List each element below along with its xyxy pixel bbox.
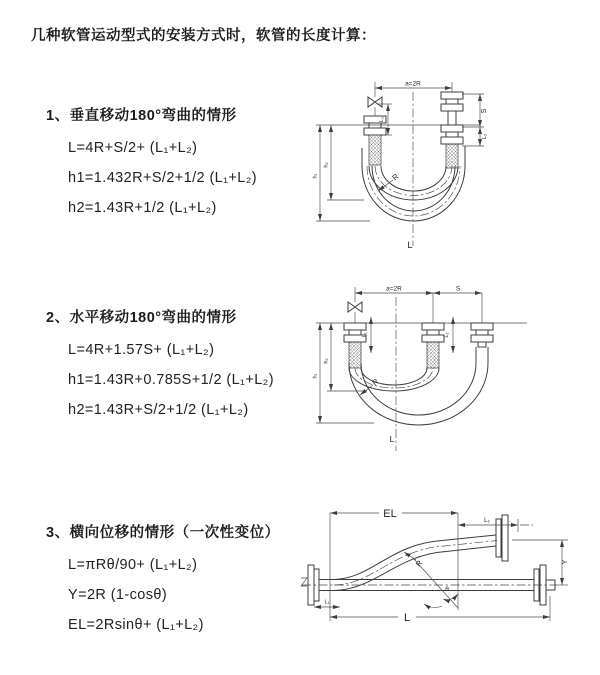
dim-h1-label: h₁	[312, 173, 319, 179]
right-pipe-flanges	[441, 92, 463, 168]
dim-l-label: L	[403, 612, 411, 624]
dim-l1-label: L₁	[324, 599, 330, 606]
dimension-h1	[313, 125, 371, 221]
diagram-horizontal-movement-180	[312, 283, 582, 458]
radius-label: R	[390, 171, 401, 183]
section-1-heading: 1、垂直移动180°弯曲的情形	[46, 108, 237, 124]
section-2-formula-length: L=4R+1.57S+ (L₁+L₂)	[68, 342, 215, 358]
left-pipe-flanges	[364, 116, 386, 165]
dim-el-label: EL	[383, 508, 397, 520]
dim-l2-label: L₂	[444, 332, 450, 338]
length-label: L	[389, 434, 395, 444]
braided-hose-section	[446, 144, 458, 168]
dim-a2r-label: a=2R	[405, 80, 421, 88]
braided-hose-section	[349, 342, 361, 368]
right-pipe-flanges	[471, 323, 493, 347]
dim-a2r-label: a=2R	[386, 285, 402, 293]
section-1-formula-h1: h1=1.432R+S/2+1/2 (L₁+L₂)	[68, 170, 258, 186]
dimension-el	[330, 508, 458, 621]
dim-h2-label: h₂	[323, 358, 330, 364]
dimension-l	[330, 596, 550, 624]
hose-curves	[349, 347, 488, 425]
section-3-formula-el: EL=2Rsinθ+ (L₁+L₂)	[68, 617, 204, 633]
radius-label: R	[370, 376, 381, 388]
radius-label: R	[413, 558, 425, 569]
section-1-formula-h2: h2=1.43R+1/2 (L₁+L₂)	[68, 200, 217, 216]
dimension-s	[433, 286, 482, 324]
dimension-a2r	[375, 81, 452, 93]
valve-icon	[348, 287, 362, 323]
section-vertical-movement	[46, 104, 257, 223]
valve-icon	[368, 82, 382, 116]
dim-l1-label: L₁	[379, 117, 385, 122]
dim-h1-label: h₁	[312, 373, 319, 379]
dim-y-label: Y	[562, 559, 569, 565]
section-2-formula-h2: h2=1.43R+S/2+1/2 (L₁+L₂)	[68, 402, 249, 418]
section-2-heading: 2、水平移动180°弯曲的情形	[46, 310, 237, 326]
diagram-vertical-movement-180	[312, 78, 582, 253]
left-pipe-flanges	[344, 323, 366, 368]
diagram-lateral-displacement	[300, 498, 590, 658]
section-lateral-displacement	[46, 521, 280, 640]
dim-h2-label: h₂	[323, 162, 330, 168]
dimension-a2r	[355, 286, 433, 294]
section-3-formula-length: L=πRθ/90+ (L₁+L₂)	[68, 557, 198, 573]
dimension-l1	[362, 317, 371, 353]
section-2-formula-h1: h1=1.43R+0.785S+1/2 (L₁+L₂)	[68, 372, 274, 388]
dim-l1-label: L₁	[362, 332, 368, 338]
dimension-s	[462, 94, 488, 146]
middle-pipe-flanges	[422, 323, 444, 368]
braided-hose-section	[427, 342, 439, 368]
braided-hose-section	[369, 135, 381, 165]
dimension-l2	[444, 317, 453, 353]
dim-l2-label: L₂	[484, 518, 490, 524]
section-3-formula-y: Y=2R (1-cosθ)	[68, 587, 168, 603]
section-1-formula-length: L=4R+S/2+ (L₁+L₂)	[68, 140, 198, 156]
dim-s-label: S	[481, 108, 488, 114]
length-label: L	[407, 240, 413, 251]
dimension-h2	[324, 125, 365, 200]
dimension-l1	[378, 104, 392, 135]
radius-callout	[404, 552, 425, 568]
angle-theta-label: θ	[445, 586, 449, 593]
section-3-heading: 3、横向位移的情形（一次性变位）	[46, 525, 280, 541]
section-horizontal-movement	[46, 306, 274, 425]
page-title: 几种软管运动型式的安装方式时，软管的长度计算：	[31, 28, 376, 44]
dim-l2-label: L₂	[482, 133, 488, 140]
dim-s-label: S	[455, 285, 461, 293]
